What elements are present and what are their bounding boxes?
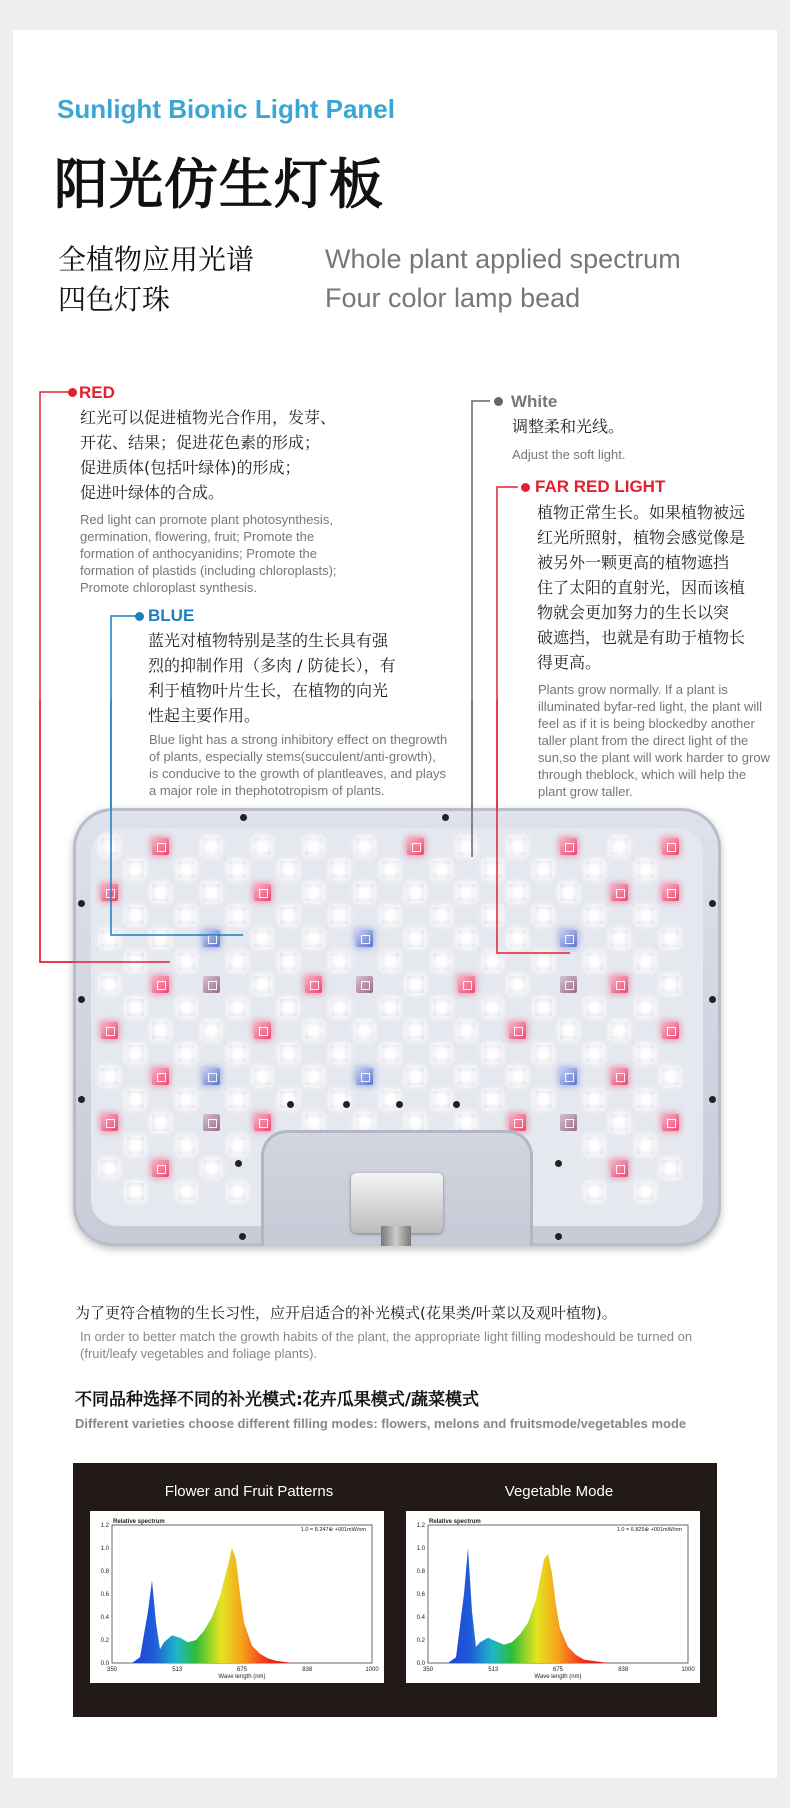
white-led <box>254 930 271 947</box>
x-tick-label: 1000 <box>681 1667 695 1673</box>
white-led <box>178 1137 195 1154</box>
x-tick-label: 1000 <box>365 1667 379 1673</box>
red-cn-text <box>80 405 390 505</box>
blue-cn-line: 性起主要作用。 <box>148 706 261 725</box>
modes-title-en: Different varieties choose different filling modes: flowers, melons and fruitsmode/vegetables mode <box>75 1416 687 1431</box>
red-led <box>101 1114 118 1131</box>
subtitle-en-line: Whole plant applied spectrum <box>325 244 681 274</box>
red-led <box>611 884 628 901</box>
white-led <box>637 907 654 924</box>
red-cn-line: 促进质体(包括叶绿体)的形成； <box>80 458 301 477</box>
white-led <box>535 907 552 924</box>
white-led <box>586 907 603 924</box>
far-red-cn-line: 得更高。 <box>537 653 602 672</box>
white-led <box>509 976 526 993</box>
red-led <box>152 1068 169 1085</box>
screw <box>396 1101 403 1108</box>
white-led <box>331 861 348 878</box>
white-led <box>382 907 399 924</box>
far-red-led <box>203 1114 220 1131</box>
subtitle-cn-line: 全植物应用光谱 <box>58 243 255 276</box>
x-axis-label: Wave length (nm) <box>534 1674 582 1680</box>
subtitle-cn-line: 四色灯珠 <box>58 283 171 316</box>
white-led <box>101 1068 118 1085</box>
chart-flower <box>90 1511 384 1683</box>
white-led <box>280 1045 297 1062</box>
white-led <box>229 907 246 924</box>
white-led <box>356 1022 373 1039</box>
blue-en-line: of plants, especially stems(succulent/anti-growth), <box>149 749 436 764</box>
red-led <box>407 838 424 855</box>
white-led <box>178 999 195 1016</box>
y-tick-label: 0.4 <box>416 1615 425 1621</box>
white-led <box>407 1022 424 1039</box>
white-led <box>586 1137 603 1154</box>
chart-vegetable <box>406 1511 700 1683</box>
white-led <box>535 861 552 878</box>
red-led <box>509 1022 526 1039</box>
blue-cn-line: 蓝光对植物特别是茎的生长具有强 <box>148 631 389 650</box>
description-cn: 为了更符合植物的生长习性，应开启适合的补光模式(花果类/叶菜以及观叶植物)。 <box>75 1304 617 1322</box>
modes-title-cn: 不同品种选择不同的补光模式:花卉瓜果模式/蔬菜模式 <box>75 1390 480 1410</box>
white-led <box>611 1022 628 1039</box>
white-led <box>203 884 220 901</box>
white-led <box>152 884 169 901</box>
screw <box>453 1101 460 1108</box>
white-led <box>254 1068 271 1085</box>
page-title: 阳光仿生灯板 <box>54 153 384 216</box>
white-led <box>458 1114 475 1131</box>
blue-led <box>203 1068 220 1085</box>
white-led <box>433 999 450 1016</box>
far-red-en-line: illuminated byfar-red light, the plant will <box>538 699 762 714</box>
white-led <box>229 953 246 970</box>
far-red-led <box>560 976 577 993</box>
chart-vegetable-svg <box>406 1511 700 1683</box>
x-tick-label: 838 <box>302 1667 313 1673</box>
far-red-cn-text <box>537 500 777 675</box>
white-led <box>637 953 654 970</box>
spectrum-area <box>112 1548 372 1663</box>
red-en-line: formation of anthocyanidins; Promote the <box>80 546 318 561</box>
white-led <box>484 907 501 924</box>
white-led <box>254 976 271 993</box>
white-led <box>305 1114 322 1131</box>
far-red-cn-line: 住了太阳的直射光，因而该植 <box>537 578 746 597</box>
white-en-text: Adjust the soft light. <box>512 447 626 462</box>
red-led <box>611 1160 628 1177</box>
far-red-en-line: sun,so the plant will work harder to grow <box>538 750 770 765</box>
subtitle-en-line: Four color lamp bead <box>325 283 581 313</box>
white-led <box>509 930 526 947</box>
far-red-led <box>203 976 220 993</box>
white-led <box>560 884 577 901</box>
white-led <box>535 1045 552 1062</box>
white-led <box>127 861 144 878</box>
far-red-cn-line: 被另外一颗更高的植物遮挡 <box>537 553 730 572</box>
white-cn-text: 调整柔和光线。 <box>512 417 625 436</box>
white-led <box>305 1022 322 1039</box>
far-red-cn-line: 物就会更加努力的生长以突 <box>537 603 730 622</box>
white-led <box>178 953 195 970</box>
red-label: RED <box>79 383 115 402</box>
red-dot <box>68 388 77 397</box>
white-led <box>229 1137 246 1154</box>
blue-en-text <box>149 731 479 799</box>
red-led <box>560 838 577 855</box>
white-led <box>178 1091 195 1108</box>
far-red-en-line: taller plant from the direct light of the <box>538 733 749 748</box>
white-led <box>637 1183 654 1200</box>
white-led <box>382 861 399 878</box>
far-red-label: FAR RED LIGHT <box>535 477 666 496</box>
screw <box>709 900 716 907</box>
white-led <box>229 1045 246 1062</box>
white-led <box>152 1114 169 1131</box>
white-led <box>586 953 603 970</box>
white-led <box>356 838 373 855</box>
white-led <box>127 1183 144 1200</box>
screw <box>343 1101 350 1108</box>
far-red-led <box>560 1114 577 1131</box>
y-tick-label: 0.8 <box>416 1569 425 1575</box>
red-en-line: germination, flowering, fruit; Promote the <box>80 529 315 544</box>
white-led <box>458 930 475 947</box>
blue-led <box>560 1068 577 1085</box>
screw <box>78 900 85 907</box>
far-red-cn-line: 破遮挡，也就是有助于植物长 <box>537 628 746 647</box>
white-led <box>382 999 399 1016</box>
red-en-line: Promote chloroplast synthesis. <box>80 580 258 595</box>
red-cn-line: 促进叶绿体的合成。 <box>80 483 225 502</box>
far-red-en-line: through theblock, which will help the <box>538 767 747 782</box>
white-led <box>586 1045 603 1062</box>
white-led <box>458 1022 475 1039</box>
y-tick-label: 0.0 <box>100 1661 109 1667</box>
white-led <box>331 1045 348 1062</box>
x-axis-label: Wave length (nm) <box>218 1674 266 1680</box>
white-led <box>509 884 526 901</box>
white-led <box>662 930 679 947</box>
blue-en-line: a major role in thephototropism of plants. <box>149 783 385 798</box>
white-led <box>637 1091 654 1108</box>
white-led <box>280 861 297 878</box>
far-red-en-line: Plants grow normally. If a plant is <box>538 682 728 697</box>
white-led <box>127 1137 144 1154</box>
far-red-dot <box>521 483 530 492</box>
screw <box>555 1160 562 1167</box>
blue-cn-line: 烈的抑制作用（多肉 / 防徒长），有 <box>148 656 396 675</box>
blue-en-line: is conducive to the growth of plantleaves, and plays <box>149 766 447 781</box>
white-led <box>586 1183 603 1200</box>
screw <box>709 996 716 1003</box>
blue-dot <box>135 612 144 621</box>
blue-led <box>560 930 577 947</box>
mount-stem <box>381 1226 411 1246</box>
far-red-en-line: feel as if it is being blockedby another <box>538 716 755 731</box>
white-led <box>586 1091 603 1108</box>
blue-led <box>356 930 373 947</box>
white-led <box>407 1114 424 1131</box>
white-led <box>178 861 195 878</box>
y-tick-label: 0.6 <box>100 1592 109 1598</box>
y-tick-label: 1.2 <box>416 1523 425 1529</box>
x-tick-label: 513 <box>172 1667 183 1673</box>
red-cn-line: 红光可以促进植物光合作用，发芽、 <box>80 408 337 427</box>
white-led <box>356 884 373 901</box>
screw <box>78 996 85 1003</box>
white-led <box>331 999 348 1016</box>
white-led <box>535 1091 552 1108</box>
white-led <box>101 838 118 855</box>
y-tick-label: 0.4 <box>100 1615 109 1621</box>
white-led <box>152 1022 169 1039</box>
white-led <box>433 953 450 970</box>
light-panel-image <box>73 808 721 1246</box>
white-label: White <box>511 392 558 411</box>
spectrum-charts-panel <box>73 1463 717 1717</box>
white-led <box>586 861 603 878</box>
white-led <box>382 953 399 970</box>
white-led <box>127 907 144 924</box>
red-led <box>254 884 271 901</box>
white-led <box>127 1045 144 1062</box>
white-led <box>407 1068 424 1085</box>
screw <box>555 1233 562 1240</box>
white-led <box>178 1045 195 1062</box>
far-red-en-line: plant grow taller. <box>538 784 633 799</box>
red-led <box>458 976 475 993</box>
white-led <box>280 999 297 1016</box>
white-led <box>586 999 603 1016</box>
white-led <box>433 1091 450 1108</box>
red-led <box>662 838 679 855</box>
white-led <box>484 953 501 970</box>
white-led <box>203 1160 220 1177</box>
white-led <box>509 1068 526 1085</box>
y-axis-label: Relative spectrum <box>113 1519 165 1525</box>
red-led <box>611 976 628 993</box>
red-led <box>305 976 322 993</box>
chart-note: 1.0 = 8.247⊕ +001mW/nm <box>300 1527 366 1533</box>
x-tick-label: 350 <box>106 1667 118 1673</box>
white-led <box>637 1045 654 1062</box>
y-tick-label: 1.0 <box>100 1546 109 1552</box>
white-led <box>305 838 322 855</box>
white-led <box>637 1137 654 1154</box>
blue-cn-text <box>148 628 448 728</box>
white-led <box>152 930 169 947</box>
eyebrow-title: Sunlight Bionic Light Panel <box>57 94 395 124</box>
white-led <box>229 1091 246 1108</box>
red-en-line: formation of plastids (including chloroplasts); <box>80 563 337 578</box>
white-led <box>637 999 654 1016</box>
chart-note: 1.0 = 6.825⊕ +001mW/nm <box>616 1527 682 1533</box>
red-en-text <box>80 511 410 596</box>
red-cn-line: 开花、结果；促进花色素的形成； <box>80 433 321 452</box>
chart-flower-svg <box>90 1511 384 1683</box>
white-led <box>382 1045 399 1062</box>
white-led <box>407 884 424 901</box>
far-red-cn-line: 植物正常生长。如果植物被远 <box>537 503 746 522</box>
white-led <box>280 907 297 924</box>
red-led <box>101 884 118 901</box>
white-led <box>611 838 628 855</box>
white-led <box>203 1022 220 1039</box>
white-led <box>458 1068 475 1085</box>
white-led <box>331 953 348 970</box>
white-led <box>178 1183 195 1200</box>
white-led <box>509 838 526 855</box>
x-tick-label: 675 <box>236 1667 248 1673</box>
white-led <box>101 1160 118 1177</box>
red-led <box>254 1114 271 1131</box>
chart-title-vegetable: Vegetable Mode <box>504 1483 614 1500</box>
screw <box>442 814 449 821</box>
white-led <box>127 953 144 970</box>
spectrum-area <box>428 1548 688 1663</box>
screw <box>240 814 247 821</box>
blue-en-line: Blue light has a strong inhibitory effect on thegrowth <box>149 732 448 747</box>
white-led <box>407 930 424 947</box>
white-led <box>535 999 552 1016</box>
white-led <box>560 1022 577 1039</box>
white-led <box>433 861 450 878</box>
white-led <box>662 1160 679 1177</box>
far-red-en-text <box>538 681 783 800</box>
y-tick-label: 0.2 <box>100 1638 109 1644</box>
mount-notch <box>261 1130 533 1246</box>
white-led <box>127 999 144 1016</box>
red-led <box>152 838 169 855</box>
red-led <box>152 1160 169 1177</box>
description-en: In order to better match the growth habits of the plant, the appropriate light filling modeshould be turned on (fruit/leafy vegetables and foliage plants). <box>80 1329 693 1361</box>
white-led <box>611 930 628 947</box>
white-led <box>305 884 322 901</box>
screw <box>235 1160 242 1167</box>
blue-cn-line: 利于植物叶片生长，在植物的向光 <box>148 681 389 700</box>
white-led <box>127 1091 144 1108</box>
red-led <box>662 1022 679 1039</box>
white-led <box>178 907 195 924</box>
chart-title-flower: Flower and Fruit Patterns <box>164 1483 334 1500</box>
blue-led <box>203 930 220 947</box>
white-led <box>254 838 271 855</box>
white-led <box>229 999 246 1016</box>
white-led <box>356 1114 373 1131</box>
white-led <box>407 976 424 993</box>
red-led <box>662 1114 679 1131</box>
mount-bracket <box>351 1173 443 1233</box>
blue-led <box>356 1068 373 1085</box>
y-tick-label: 0.0 <box>416 1661 425 1667</box>
far-red-led <box>356 976 373 993</box>
white-led <box>305 930 322 947</box>
red-led <box>254 1022 271 1039</box>
white-led <box>458 884 475 901</box>
white-dot <box>494 397 503 406</box>
x-tick-label: 675 <box>552 1667 564 1673</box>
white-led <box>484 1045 501 1062</box>
white-led <box>101 976 118 993</box>
red-led <box>611 1068 628 1085</box>
far-red-cn-line: 红光所照射，植物会感觉像是 <box>537 528 746 547</box>
x-tick-label: 350 <box>422 1667 434 1673</box>
white-led <box>484 861 501 878</box>
red-led <box>662 884 679 901</box>
white-led <box>203 838 220 855</box>
screw <box>239 1233 246 1240</box>
screw <box>709 1096 716 1103</box>
red-led <box>101 1022 118 1039</box>
y-tick-label: 0.8 <box>100 1569 109 1575</box>
white-led <box>662 1068 679 1085</box>
white-led <box>433 1045 450 1062</box>
y-tick-label: 0.6 <box>416 1592 425 1598</box>
screw <box>78 1096 85 1103</box>
y-tick-label: 1.0 <box>416 1546 425 1552</box>
white-led <box>229 861 246 878</box>
y-tick-label: 1.2 <box>100 1523 109 1529</box>
white-led <box>101 930 118 947</box>
white-led <box>611 1114 628 1131</box>
white-led <box>484 999 501 1016</box>
red-led <box>152 976 169 993</box>
x-tick-label: 838 <box>618 1667 629 1673</box>
x-tick-label: 513 <box>488 1667 499 1673</box>
white-led <box>484 1091 501 1108</box>
white-led <box>305 1068 322 1085</box>
white-led <box>662 976 679 993</box>
white-led <box>280 953 297 970</box>
screw <box>287 1101 294 1108</box>
red-en-line: Red light can promote plant photosynthesis, <box>80 512 333 527</box>
blue-label: BLUE <box>148 606 195 625</box>
y-tick-label: 0.2 <box>416 1638 425 1644</box>
white-led <box>229 1183 246 1200</box>
red-led <box>509 1114 526 1131</box>
y-axis-label: Relative spectrum <box>429 1519 481 1525</box>
white-led <box>535 953 552 970</box>
white-led <box>433 907 450 924</box>
white-led <box>331 907 348 924</box>
white-led <box>458 838 475 855</box>
white-led <box>637 861 654 878</box>
